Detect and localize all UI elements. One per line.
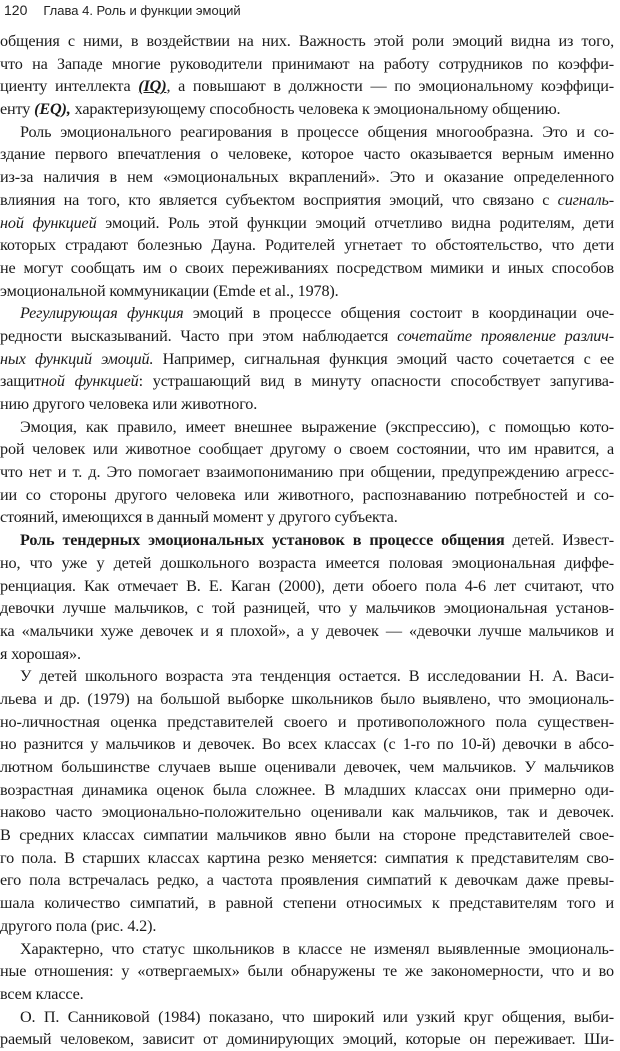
text-line: рой человек или животное сообщает другому о своем состоянии, что им нравится, а: [0, 440, 614, 459]
text-line: редности высказываний. Часто при этом наблюдается сочетайте проявление различ-: [0, 326, 614, 345]
text-line: но-личностная оценка представителей своего и противоположного пола существен-: [0, 712, 614, 731]
text-line: лютном большинстве случаев выше оценивали девочек, чем мальчиков. У мальчиков: [0, 758, 614, 776]
text-line: влияния на того, кто является субъектом восприятия эмоций, что связано с сигналь-: [0, 190, 614, 209]
text-line: Характерно, что статус школьников в классе не изменял выявленные эмоциональ-: [20, 939, 614, 958]
text-line: Эмоция, как правило, имеет внешнее выражение (экспрессию), с помощью кото-: [20, 417, 614, 436]
text-line: циенту интеллекта (IQ), а повышают в должности — по эмоциональному коэффици-: [0, 77, 614, 96]
text-line: льева и др. (1979) на большой выборке школьников было выявлено, что эмоциональ-: [0, 689, 614, 708]
text-line: ии со стороны другого человека или животного, распознаванию потребностей и со-: [0, 485, 614, 504]
text-line: шала количество симпатий, в равной степени относимых к представителям того и: [0, 894, 614, 913]
text-line: стояний, имеющихся в данный момент у другого субъекта.: [0, 508, 398, 527]
chapter-title: Глава 4. Роль и функции эмоций: [43, 3, 241, 18]
text-line: девочки лучше мальчиков, с той разницей, что у мальчиков эмоциональная установ-: [0, 599, 614, 618]
text-line: эмоциональной коммуникации (Emde et al., 1978).: [0, 281, 339, 300]
text-line: Роль эмоционального реагирования в процессе общения многообразна. Это и со-: [20, 122, 614, 141]
text-line: другого пола (рис. 4.2).: [0, 916, 157, 935]
text-line: которых страдают болезнью Дауна. Родителей угнетает то обстоятельство, что дети: [0, 236, 614, 255]
text-line: возрастная динамика оценок была сложнее. В младших классах они примерно оди-: [0, 780, 614, 799]
text-line: Регулирующая функция эмоций в процессе общения состоит в координации оче-: [20, 304, 614, 323]
text-line: нию другого человека или животного.: [0, 395, 258, 413]
running-header: [4, 2, 614, 24]
text-line: У детей школьного возраста эта тенденция остается. В исследовании Н. А. Васи-: [20, 667, 614, 686]
text-line: его пола встречалась редко, а частота проявления симпатий к девочкам даже превы-: [0, 871, 614, 890]
text-line: всем классе.: [0, 984, 84, 1003]
text-line: ка «мальчики хуже девочек и я плохой», а у девочек — «девочки лучше мальчиков и: [0, 621, 614, 640]
text-line: го пола. В старших классах картина резко меняется: симпатия к представителям сво-: [0, 848, 614, 867]
text-line: из-за наличия в нем «эмоциональных вкраплений». Это и оказание определенного: [0, 168, 614, 187]
body-text: [0, 30, 614, 1051]
text-line: но, что уже у детей дошкольного возраста имеется половая эмоциональная диффе-: [0, 553, 614, 572]
page-number: 120: [4, 2, 28, 18]
text-line: раемый человеком, зависит от доминирующих эмоций, которые он переживает. Ши-: [0, 1030, 614, 1049]
text-line: В средних классах симпатии мальчиков явно были на стороне представителей свое-: [0, 826, 614, 845]
text-line: не могут сообщать им о своих переживаниях посредством мимики и иных способов: [0, 258, 614, 277]
text-line: ренциация. Как отмечает В. Е. Каган (2000), дети обоего пола 4-6 лет считают, что: [0, 576, 614, 595]
text-line: что на Западе многие руководители принимают на работу сотрудников по коэффи-: [0, 54, 614, 73]
text-line: ной функцией эмоций. Роль этой функции эмоций отчетливо видна родителям, дети: [0, 213, 614, 232]
text-line: Роль тендерных эмоциональных установок в процессе общения детей. Извест-: [20, 531, 614, 550]
text-line: но разнится у мальчиков и девочек. Во всех классах (с 1-го по 10-й) девочки в абсо-: [0, 735, 614, 754]
text-line: наково часто эмоционально-положительно оценивали как мальчиков, так и девочек.: [0, 803, 614, 822]
text-line: я хорошая».: [0, 644, 81, 663]
text-line: ных функций эмоций. Например, сигнальная функция эмоций часто сочетается с ее: [0, 349, 614, 368]
text-line: О. П. Санниковой (1984) показано, что широкий или узкий круг общения, выби-: [20, 1007, 614, 1026]
text-line: что нет и т. д. Это помогает взаимопониманию при общении, предупреждению агресс-: [0, 463, 614, 482]
text-line: общения с ними, в воздействии на них. Важность этой роли эмоций видна из того,: [0, 32, 614, 50]
text-line: ные отношения: у «отвергаемых» были обнаружены те же закономерности, что и во: [0, 962, 614, 981]
text-line: защитной функцией: устрашающий вид в минуту опасности способствует запугива-: [0, 372, 614, 391]
text-line: енту (EQ), характеризующему способность человека к эмоциональному общению.: [0, 100, 561, 119]
text-line: здание первого впечатления о человеке, которое часто оказывается верным именно: [0, 145, 614, 164]
